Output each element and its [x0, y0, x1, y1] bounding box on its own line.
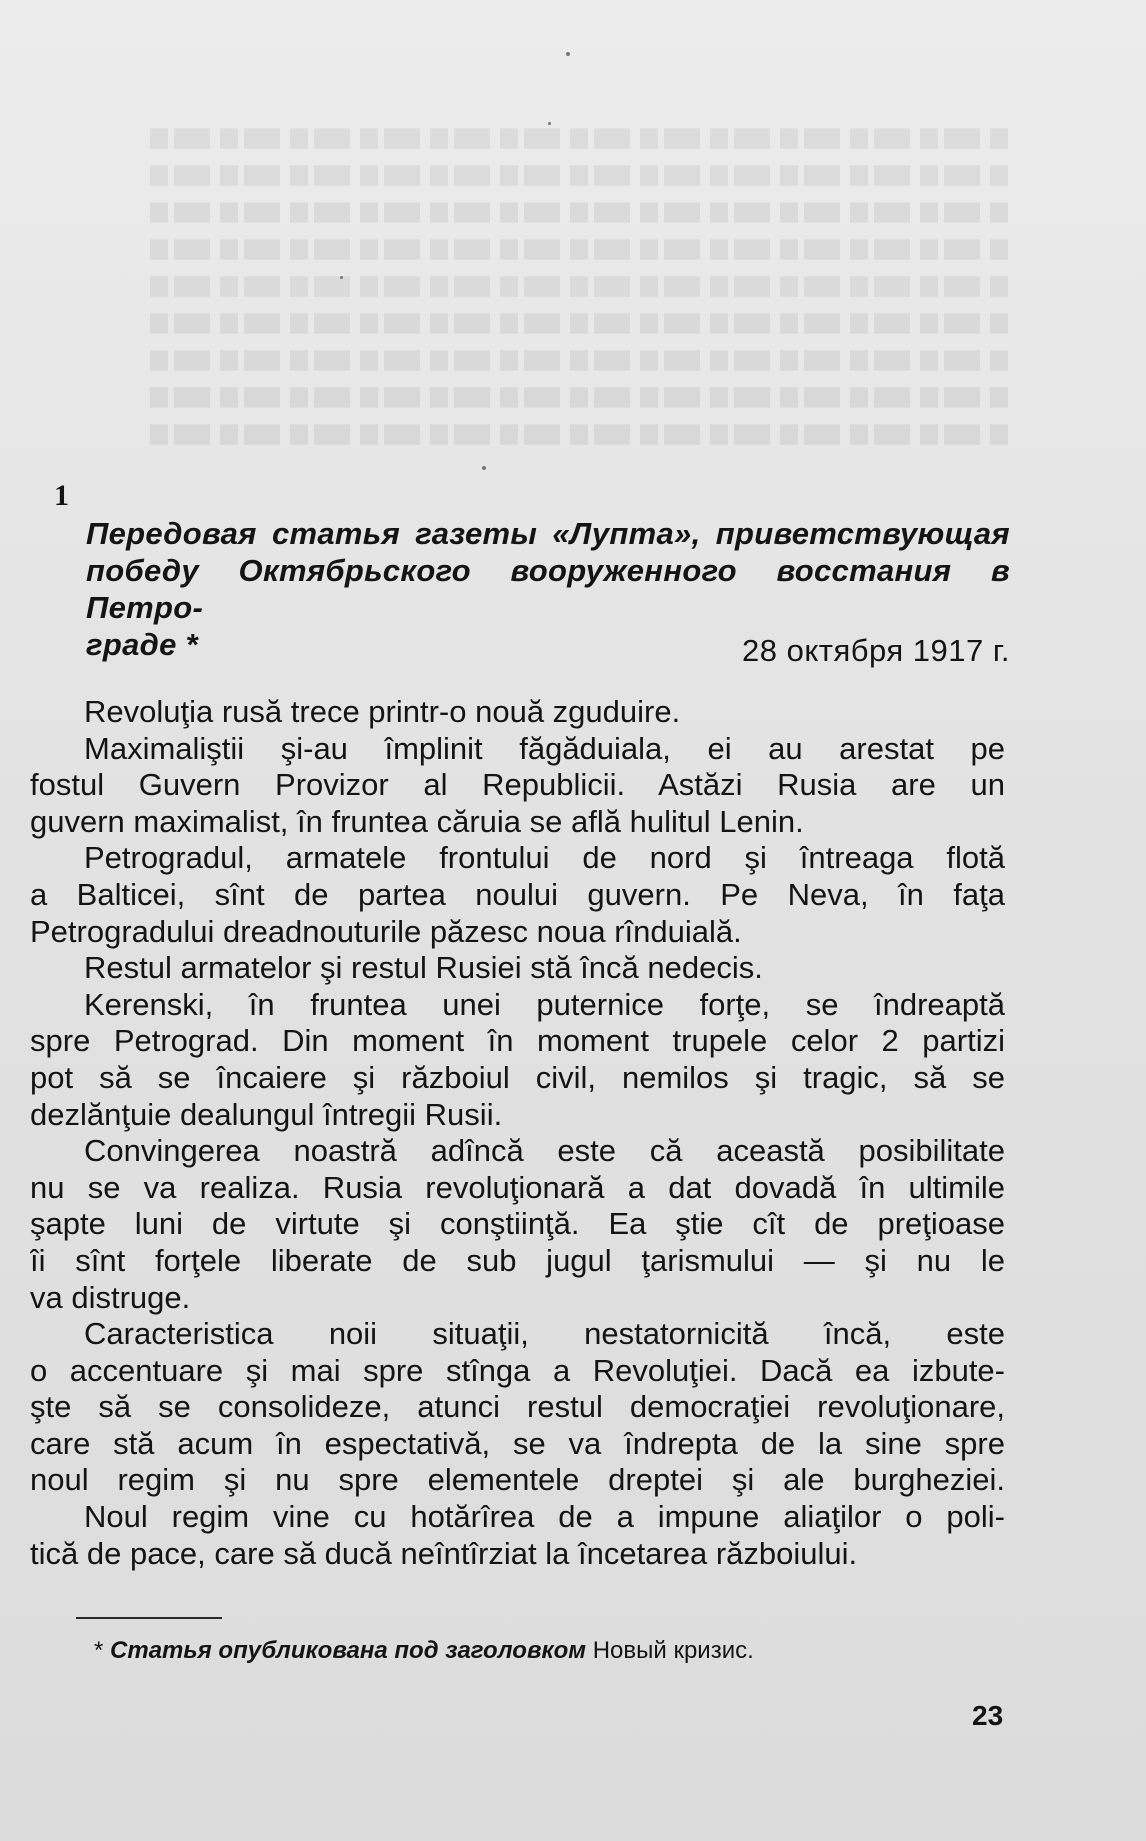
article-line: îi sînt forţele liberate de sub jugul ţarismului — şi nu le: [30, 1242, 1005, 1278]
article-line: noul regim şi nu spre elementele dreptei şi ale burgheziei.: [30, 1462, 1005, 1498]
title-line: победу Октябрьского вооруженного восстания в Петро-: [86, 553, 1010, 625]
article-line: Petrogradul, armatele frontului de nord şi întreaga flotă: [84, 840, 1005, 876]
article-line: va distruge.: [30, 1279, 191, 1315]
article-line: Revoluţia rusă trece printr-o nouă zguduire.: [84, 694, 681, 729]
article-line: Convingerea noastră adîncă este că această posibilitate: [84, 1133, 1005, 1169]
article-body: [30, 694, 1005, 1572]
article-line: care stă acum în espectativă, se va îndrepta de la sine spre: [30, 1425, 1005, 1461]
title-line: Передовая статья газеты «Лупта», приветствующая: [86, 516, 1010, 551]
footnote-rule: [76, 1617, 222, 1619]
document-date: 28 октября 1917 г.: [742, 633, 1010, 668]
footnote-italic-text: Статья опубликована под заголовком: [110, 1637, 587, 1664]
article-line: o accentuare şi mai spre stînga a Revoluţiei. Dacă ea izbute-: [30, 1352, 1005, 1388]
article-line: fostul Guvern Provizor al Republicii. Astăzi Rusia are un: [30, 767, 1005, 803]
footnote-plain-text: Новый кризис.: [592, 1637, 754, 1664]
page-number: 23: [972, 1700, 1004, 1731]
article-line: Noul regim vine cu hotărîrea de a impune aliaţilor o poli-: [84, 1499, 1005, 1535]
article-line: tică de pace, care să ducă neîntîrziat la încetarea războiului.: [30, 1535, 858, 1571]
article-line: Caracteristica noii situaţii, nestatornicită încă, este: [84, 1316, 1005, 1352]
article-line: Petrogradului dreadnouturile păzesc noua rînduială.: [30, 913, 742, 949]
article-line: dezlănţuie dealungul întregii Rusii.: [30, 1096, 503, 1132]
article-line: Restul armatelor şi restul Rusiei stă încă nedecis.: [84, 950, 763, 986]
footnote-marker: *: [94, 1637, 104, 1664]
paper-speck: [548, 122, 551, 125]
article-line: spre Petrograd. Din moment în moment trupele celor 2 partizi: [30, 1023, 1005, 1059]
article-line: Maximaliştii şi-au împlinit făgăduiala, ei au arestat pe: [84, 730, 1005, 766]
paper-speck: [482, 466, 486, 470]
article-line: şapte luni de virtute şi conştiinţă. Ea ştie cît de preţioase: [30, 1206, 1005, 1242]
article-line: a Balticei, sînt de partea noului guvern. Pe Neva, în faţa: [30, 876, 1005, 912]
paper-speck: [340, 276, 343, 279]
article-line: Kerenski, în fruntea unei puternice forţe, se îndreaptă: [84, 986, 1005, 1022]
paper-speck: [566, 52, 570, 56]
document-number: 1: [54, 479, 69, 512]
article-line: nu se va realiza. Rusia revoluţionară a dat dovadă în ultimile: [30, 1169, 1005, 1205]
article-line: şte să se consolideze, atunci restul democraţiei revoluţionare,: [30, 1389, 1005, 1425]
title-line: граде *: [86, 627, 198, 662]
footnote: [94, 1636, 994, 1666]
article-line: pot să se încaiere şi războiul civil, nemilos şi tragic, să se: [30, 1059, 1005, 1095]
article-line: guvern maximalist, în fruntea căruia se află hulitul Lenin.: [30, 803, 804, 839]
